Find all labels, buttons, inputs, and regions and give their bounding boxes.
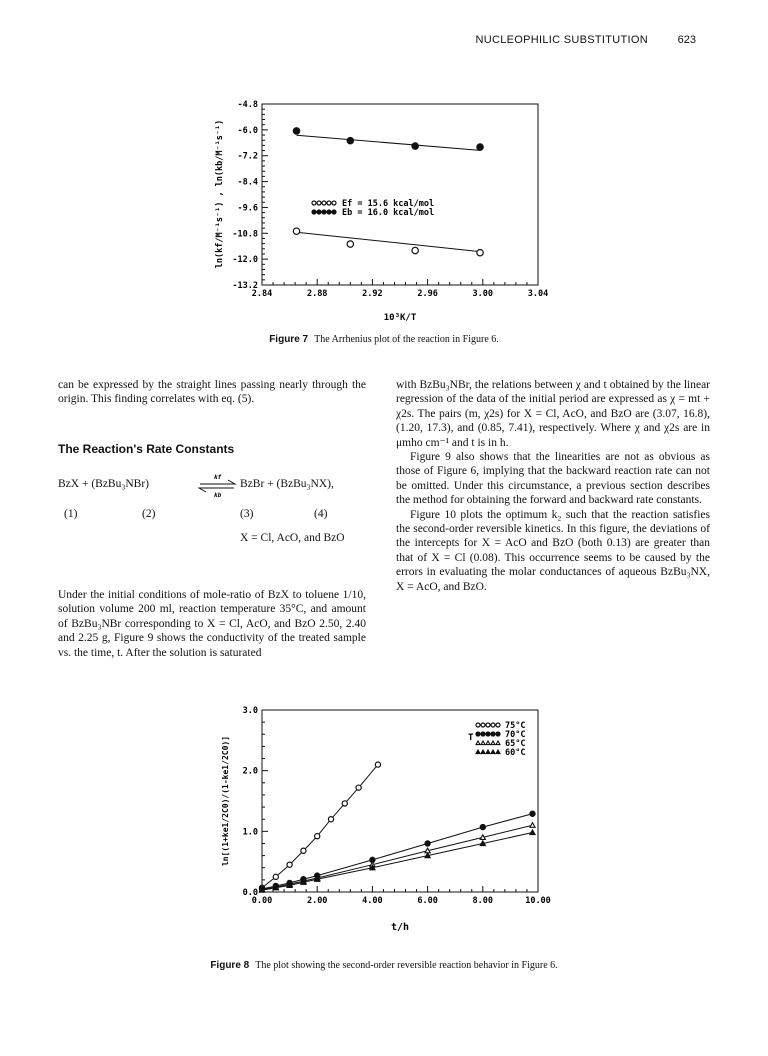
y-tick-label: -13.2 [232,281,258,291]
series-1 [293,228,483,256]
legend-marker [491,732,495,736]
data-point [425,841,430,846]
legend-label: 70°C [505,730,526,740]
x-tick-label: 3.00 [472,289,494,299]
kf-label: kf [214,474,222,481]
series-2 [293,128,483,151]
y-tick-label: -10.8 [232,229,258,240]
legend-marker [496,750,500,754]
legend-marker [327,210,331,214]
legend-marker [332,201,336,205]
scheme-label-2: (2) [142,508,156,520]
data-point [347,241,353,247]
data-point [273,874,278,879]
data-point [356,785,361,790]
legend-label: 60°C [505,748,526,758]
legend-marker [312,210,316,214]
data-point [477,144,483,150]
x-tick-label: 0.00 [251,896,273,906]
legend-marker [312,201,316,205]
page-number: 623 [677,34,696,46]
legend-marker [476,750,480,754]
legend-marker [486,750,490,754]
series-4 [259,830,535,892]
legend-marker [317,201,321,205]
legend-marker [481,750,485,754]
legend-label: Ef = 15.6 kcal/mol [342,199,435,209]
data-point [530,830,535,835]
y-tick-label: -9.6 [237,203,258,214]
right-paragraph-1: with BzBu₃NBr, the relations between χ and t obtained by the linear regression of the data of the initial period are expressed as χ = mt + χ2s. The pairs (m, χ2s) for X = Cl, AcO, and BzO are (3.07, 16.8), (1.20, 17.3), and (0.85, 7.41), respectively. Where χ and χ2s are in μmho cm⁻¹ and t is in h. [396,379,710,449]
legend-marker [486,732,490,736]
legend-marker [481,723,485,727]
section-heading: The Reaction's Rate Constants [58,442,235,456]
x-axis-label: t/h [390,922,410,933]
legend [312,199,434,218]
y-tick-label: -6.0 [237,125,258,136]
kb-label: kb [214,492,222,498]
equilibrium-arrows [198,474,238,498]
y-tick-label: 3.0 [242,706,258,716]
data-point [315,834,320,839]
series-3 [259,823,535,892]
legend-marker [496,741,500,745]
x-tick-label: 2.88 [306,289,328,299]
data-point [293,228,299,234]
scheme-condition: X = Cl, AcO, and BzO [240,532,345,544]
y-tick-label: -7.2 [237,151,258,162]
plot-frame [262,710,538,892]
data-point [375,762,380,767]
data-point [301,848,306,853]
x-tick-label: 3.04 [527,289,549,299]
figure-7-label: Figure 7 [269,334,309,345]
y-tick-label: -4.8 [237,100,258,110]
x-tick-label: 2.96 [417,289,438,299]
left-paragraph-1: can be expressed by the straight lines passing nearly through the origin. This finding correlates with eq. (5). [58,379,366,406]
reaction-scheme [58,474,378,554]
second-order-plot [0,700,768,950]
figure-7-caption [0,334,768,345]
arrhenius-plot [0,80,768,330]
data-point [347,137,353,143]
figure-8-label: Figure 8 [210,960,250,971]
legend-label: 65°C [505,739,526,749]
data-point [480,841,485,846]
right-paragraph-2: Figure 9 also shows that the linearities are not as obvious as those of Figure 6, implying that the backward reaction rate can not be omitted. Under this circumstance, a previous section describes the method for obtaining the forward and backward rate constants. [396,451,710,507]
y-tick-label: -12.0 [232,255,258,266]
data-point [530,811,535,816]
legend-marker [481,741,485,745]
x-tick-label: 4.00 [362,896,383,906]
figure-7-caption-text: The Arrhenius plot of the reaction in Figure 6. [314,334,499,345]
data-point [530,823,535,828]
y-tick-label: 2.0 [242,766,258,777]
x-tick-label: 6.00 [417,896,438,906]
legend-marker [476,741,480,745]
legend-marker [486,741,490,745]
legend-marker [476,723,480,727]
running-title: NUCLEOPHILIC SUBSTITUTION [475,34,648,46]
data-point [293,128,299,134]
legend-label: 75°C [505,721,526,731]
legend-marker [317,210,321,214]
left-column-top [58,378,366,407]
figure-8-caption-text: The plot showing the second-order reversible reaction behavior in Figure 6. [255,960,558,971]
series-line [262,765,378,888]
y-tick-label: -8.4 [237,177,258,188]
right-column [396,378,710,594]
data-point [477,249,483,255]
data-point [480,835,485,840]
legend-marker [327,201,331,205]
fit-line [297,232,481,251]
legend-marker [491,723,495,727]
legend-marker [476,732,480,736]
data-point [328,817,333,822]
y-axis-label: ln(kf/M⁻¹s⁻¹) , ln(kb/M⁻¹s⁻¹) [215,119,225,269]
legend-marker [481,732,485,736]
figure-8-caption [0,960,768,971]
data-point [287,862,292,867]
scheme-label-1: (1) [64,508,78,520]
legend-marker [322,210,326,214]
page-header [0,34,768,54]
y-tick-label: 0.0 [242,888,258,898]
fit-line [297,135,481,150]
legend-marker [491,741,495,745]
left-column-bottom [58,588,366,660]
left-paragraph-2: Under the initial conditions of mole-ratio of BzX to toluene 1/10, solution volume 200 ml, reaction temperature 35°C, and amount of BzBu₃NBr corresponding to X = Cl, AcO, and BzO 2.50, 2.40 and 2.25 g, Figure 9 shows the conductivity of the treated sample vs. the time, t. After the solution is saturated [58,589,366,659]
figure-8 [0,700,768,950]
x-axis-label: 10³K/T [383,313,417,323]
x-tick-label: 2.00 [306,896,328,906]
y-tick-label: 1.0 [242,827,258,838]
data-point [412,143,418,149]
x-tick-label: 2.84 [251,289,273,299]
legend-marker [332,210,336,214]
legend-marker [486,723,490,727]
data-point [342,801,347,806]
x-tick-label: 10.00 [525,896,551,906]
legend [468,721,525,758]
data-point [412,247,418,253]
scheme-reactants: BzX + (BzBu₃NBr) [58,478,149,490]
legend-title: T [468,733,474,743]
data-point [425,853,430,858]
scheme-label-3: (3) [240,508,254,520]
legend-marker [496,723,500,727]
right-paragraph-3: Figure 10 plots the optimum k₂ such that the reaction satisfies the second-order reversible kinetics. In this figure, the deviations of the intercepts for X = AcO and BzO (both 0.13) are greater than that of X = Cl (0.08). This occurrence seems to be caused by the errors in evaluating the molar conductances of aqueous BzBu₃NX, X = AcO, and BzO. [396,508,710,593]
series-1 [259,762,380,890]
legend-marker [491,750,495,754]
legend-label: Eb = 16.0 kcal/mol [342,208,435,218]
scheme-label-4: (4) [314,508,328,520]
legend-marker [496,732,500,736]
x-tick-label: 8.00 [472,896,494,906]
figure-7 [0,80,768,330]
plot-frame [262,104,538,285]
y-axis-label: ln[(1+ke1/2C0)/(1-ke1/2C0)] [221,735,230,867]
data-point [480,824,485,829]
scheme-products: BzBr + (BzBu₃NX), [240,478,334,490]
x-tick-label: 2.92 [362,289,383,299]
legend-marker [322,201,326,205]
